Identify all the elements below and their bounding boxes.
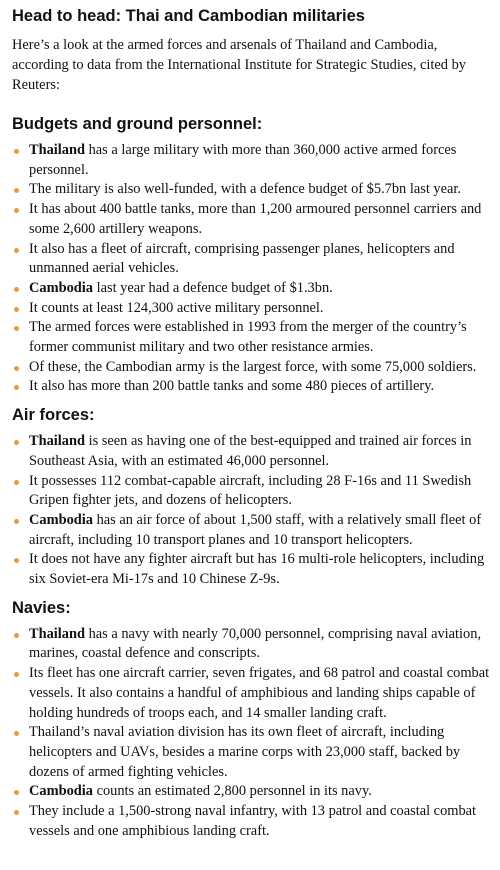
bullet-dot-icon <box>14 326 19 331</box>
list-item <box>12 200 490 239</box>
list-item <box>12 550 490 589</box>
list-item-text: has an air force of about 1,500 staff, with a relatively small fleet of aircraft, including 10 transport planes and 10 transport helicopters. <box>29 511 482 548</box>
list-item-text: It has about 400 battle tanks, more than 1,200 armoured personnel carriers and some 2,600 artillery weapons. <box>29 201 482 237</box>
list-item <box>12 802 490 841</box>
list-item <box>12 180 490 200</box>
list-item-text: Thailand’s naval aviation division has its own fleet of aircraft, including helicopters and UAVs, besides a marine corps with 23,000 staff, backed by dozens of armed fighting vehicles. <box>29 724 461 780</box>
list-item-text: Of these, the Cambodian army is the largest force, with some 75,000 soldiers. <box>29 358 477 375</box>
section-heading: Air forces: <box>12 406 95 425</box>
list-item <box>12 279 490 299</box>
bullet-dot-icon <box>14 672 19 677</box>
list-item-text: It counts at least 124,300 active military personnel. <box>29 299 324 316</box>
bullet-dot-icon <box>14 307 19 312</box>
list-item-text: last year had a defence budget of $1.3bn. <box>92 279 333 296</box>
bullet-list <box>12 625 490 842</box>
list-item-text: It possesses 112 combat-capable aircraft, including 28 F-16s and 11 Swedish Gripen fighter jets, and dozens of helicopters. <box>29 472 472 509</box>
bullet-dot-icon <box>14 287 19 292</box>
bullet-dot-icon <box>14 248 19 253</box>
bullet-dot-icon <box>14 731 19 736</box>
bullet-dot-icon <box>14 385 19 390</box>
list-item-text: The military is also well-funded, with a defence budget of $5.7bn last year. <box>29 181 461 198</box>
sections-container <box>12 114 490 842</box>
bullet-dot-icon <box>14 558 19 563</box>
list-item-text: It does not have any fighter aircraft but has 16 multi-role helicopters, including six Soviet-era Mi-17s and 10 Chinese Z-9s. <box>29 551 485 588</box>
bullet-dot-icon <box>14 480 19 485</box>
list-item-text: It also has more than 200 battle tanks and some 480 pieces of artillery. <box>29 378 435 395</box>
list-item <box>12 664 490 723</box>
list-item <box>12 141 490 180</box>
list-item <box>12 782 490 802</box>
bullet-dot-icon <box>14 790 19 795</box>
list-item-text: counts an estimated 2,800 personnel in its navy. <box>92 783 372 800</box>
list-item <box>12 299 490 319</box>
country-name: Cambodia <box>29 279 93 296</box>
intro-paragraph: Here’s a look at the armed forces and arsenals of Thailand and Cambodia, according to data from the International Institute for Strategic Studies, cited by Reuters: <box>12 37 466 93</box>
bullet-dot-icon <box>14 810 19 815</box>
list-item-text: It also has a fleet of aircraft, comprising passenger planes, helicopters and unmanned aerial vehicles. <box>29 240 455 277</box>
list-item <box>12 511 490 550</box>
list-item-text: The armed forces were established in 1993 from the merger of the country’s former communist military and two other resistance armies. <box>29 319 467 356</box>
list-item <box>12 377 490 397</box>
list-item-text: They include a 1,500-strong naval infantry, with 13 patrol and coastal combat vessels and one amphibious landing craft. <box>29 803 477 839</box>
list-item <box>12 318 490 357</box>
section-heading: Budgets and ground personnel: <box>12 115 263 133</box>
list-item-text: has a navy with nearly 70,000 personnel, comprising naval aviation, marines, coastal defence and conscripts. <box>29 625 482 662</box>
list-item <box>12 625 490 664</box>
country-name: Thailand <box>29 625 85 642</box>
country-name: Cambodia <box>29 511 93 528</box>
bullet-dot-icon <box>14 440 19 445</box>
headline: Head to head: Thai and Cambodian militaries <box>12 7 365 25</box>
list-item <box>12 358 490 378</box>
bullet-dot-icon <box>14 149 19 154</box>
bullet-dot-icon <box>14 366 19 371</box>
bullet-list <box>12 141 490 397</box>
country-name: Cambodia <box>29 783 93 800</box>
country-name: Thailand <box>29 142 85 158</box>
bullet-list <box>12 432 490 590</box>
bullet-dot-icon <box>14 519 19 524</box>
list-item <box>12 432 490 471</box>
section-heading: Navies: <box>12 598 71 617</box>
list-item <box>12 472 490 511</box>
list-item-text: is seen as having one of the best-equipped and trained air forces in Southeast Asia, with an estimated 46,000 personnel. <box>29 433 472 469</box>
bullet-dot-icon <box>14 633 19 638</box>
country-name: Thailand <box>29 433 85 450</box>
bullet-dot-icon <box>14 188 19 193</box>
bullet-dot-icon <box>14 208 19 213</box>
list-item-text: has a large military with more than 360,000 active armed forces personnel. <box>29 142 457 178</box>
list-item <box>12 723 490 782</box>
list-item-text: Its fleet has one aircraft carrier, seven frigates, and 68 patrol and coastal combat vessels. It also contains a handful of amphibious and landing ships capable of holding hundreds of troops each, and 14 smaller landing craft. <box>29 665 490 721</box>
list-item <box>12 240 490 279</box>
